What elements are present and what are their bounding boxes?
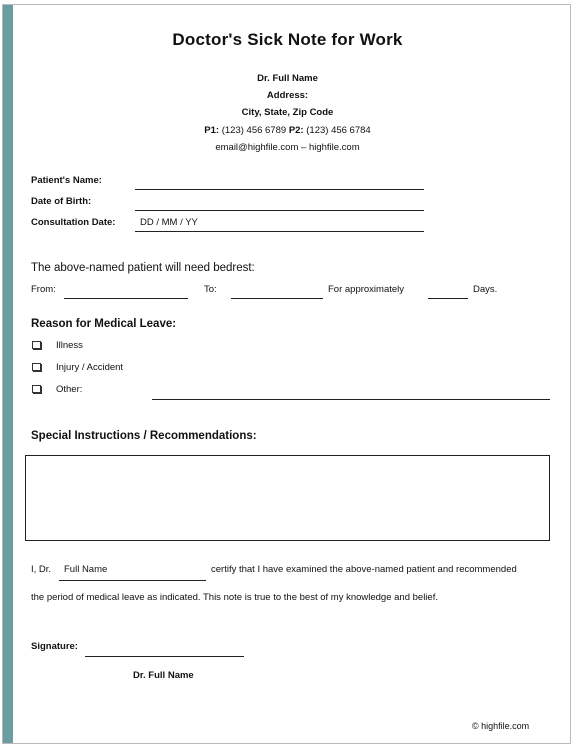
patient-name-label: Patient's Name:: [31, 175, 102, 186]
signature-label: Signature:: [31, 641, 78, 652]
certification-prefix: I, Dr.: [31, 564, 52, 575]
patient-name-field[interactable]: [135, 189, 424, 190]
signature-doctor-name: Dr. Full Name: [133, 670, 194, 681]
phone-p1-value: (123) 456 6789: [221, 125, 287, 136]
to-date-field[interactable]: [231, 298, 323, 299]
phone-p1-label: P1:: [204, 125, 220, 136]
other-checkbox[interactable]: [32, 385, 41, 393]
doctor-name: Dr. Full Name: [257, 73, 318, 84]
instructions-heading: Special Instructions / Recommendations:: [31, 430, 257, 442]
phone-line: [0, 125, 575, 136]
other-reason-field[interactable]: [152, 399, 550, 400]
certification-line-1: certify that I have examined the above-named patient and recommended: [211, 564, 517, 575]
consultation-date-field[interactable]: [135, 231, 424, 232]
consultation-date-value: DD / MM / YY: [140, 217, 198, 228]
city-state-zip: City, State, Zip Code: [241, 107, 334, 118]
consultation-date-label: Consultation Date:: [31, 217, 116, 228]
document-title: Doctor's Sick Note for Work: [172, 30, 403, 49]
copyright-footer: © highfile.com: [472, 721, 530, 731]
dob-field[interactable]: [135, 210, 424, 211]
certifying-doctor-value: Full Name: [64, 564, 108, 575]
certifying-doctor-field[interactable]: [59, 580, 206, 581]
phone-p2-value: (123) 456 6784: [306, 125, 371, 136]
signature-field[interactable]: [85, 656, 244, 657]
reason-heading: Reason for Medical Leave:: [31, 318, 177, 330]
injury-checkbox[interactable]: [32, 363, 41, 371]
approx-label: For approximately: [328, 284, 405, 295]
other-option-label: Other:: [56, 384, 83, 395]
days-count-field[interactable]: [428, 298, 468, 299]
to-label: To:: [204, 284, 217, 295]
days-label: Days.: [473, 284, 498, 295]
injury-option-label: Injury / Accident: [56, 362, 124, 373]
certification-line-2: the period of medical leave as indicated. This note is true to the best of my knowledge and belief.: [31, 592, 438, 603]
address-label: Address:: [266, 90, 309, 101]
illness-checkbox[interactable]: [32, 341, 41, 349]
instructions-text-area[interactable]: [25, 455, 550, 541]
from-date-field[interactable]: [64, 298, 188, 299]
bedrest-statement: The above-named patient will need bedrest:: [31, 262, 255, 274]
phone-p2-label: P2:: [288, 125, 304, 136]
illness-option-label: Illness: [56, 340, 83, 351]
email-line: email@highfile.com – highfile.com: [215, 142, 360, 153]
dob-label: Date of Birth:: [31, 196, 92, 207]
from-label: From:: [31, 284, 56, 295]
